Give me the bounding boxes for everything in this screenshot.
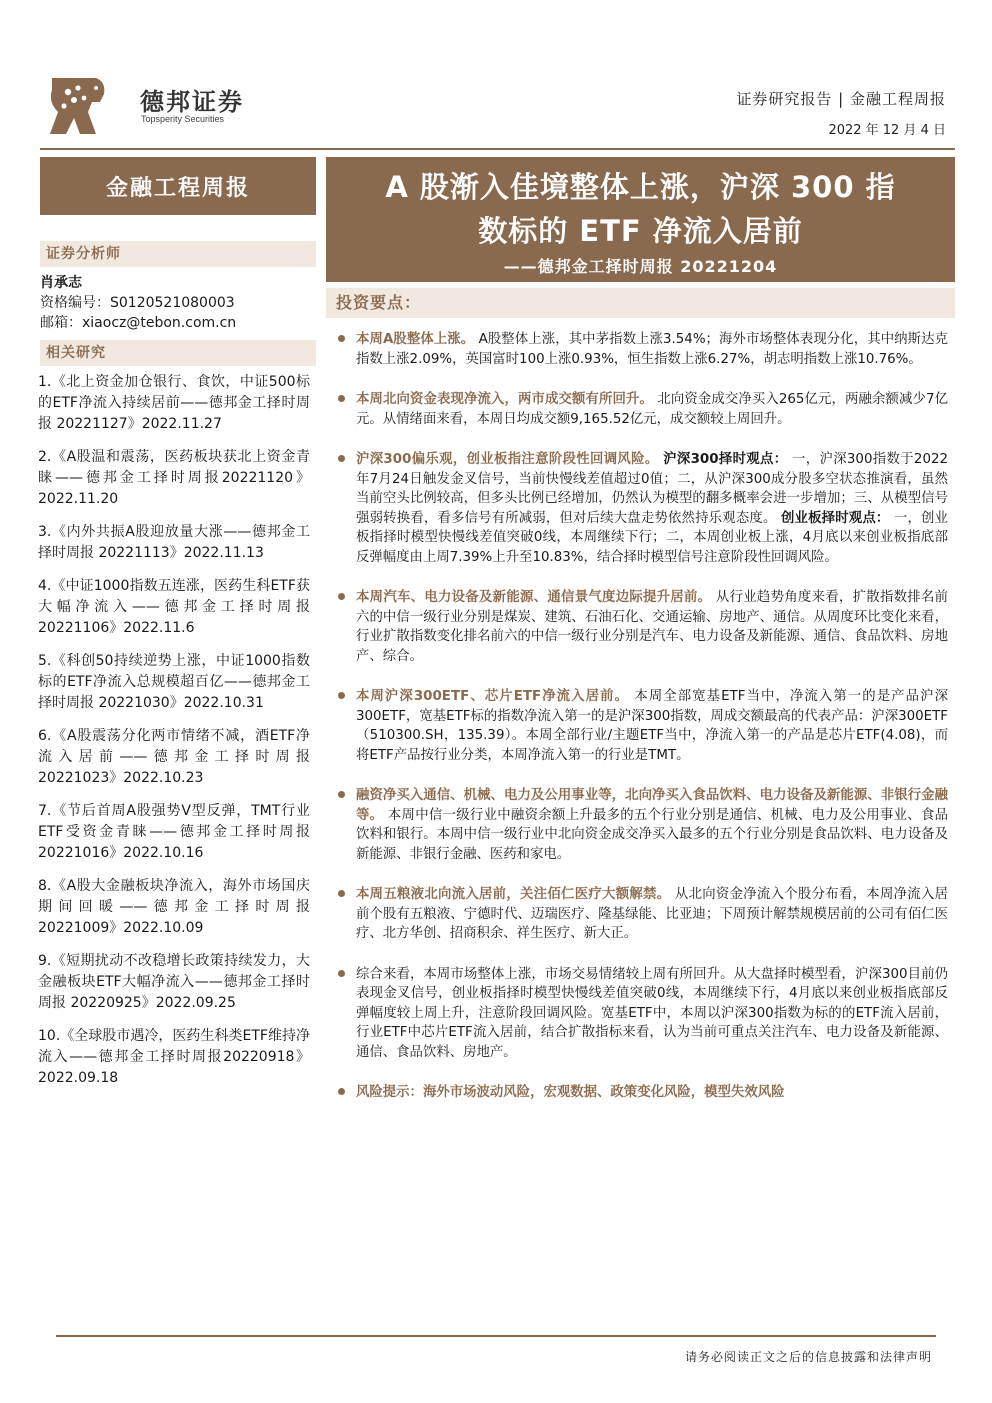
related-item[interactable]: 10.《全球股市遇冷，医药生科类ETF维持净流入——德邦金工择时周报20220918》2022.09.18 xyxy=(38,1028,310,1086)
key-point-body: 北向资金成交净买入265亿元，两融余额减少7亿元。从情绪面来看，本周日均成交额9,165.52亿元，成交额较上周回升。 xyxy=(356,392,949,427)
key-point-head: 本周北向资金表现净流入，两市成交额有所回升。 xyxy=(356,392,653,407)
key-point-body: 一，沪深300指数于2022年7月24日触发金叉信号，当前快慢线差值超过0值；二，从沪深300成分股多空状态推演看，虽然当前空头比例较高，但多头比例已经增加，仍然认为模型的翻多概率会进一步增加；三、从模型信号强弱转换看，看多信号有所减弱，但对后续大盘走势依然持乐观态度。 xyxy=(356,452,949,526)
footer-divider xyxy=(56,1335,936,1337)
related-item[interactable]: 3.《内外共振A股迎放量大涨——德邦金工择时周报 20221113》2022.11.13 xyxy=(38,524,310,561)
analyst-section-label: 证券分析师 xyxy=(40,241,316,267)
analyst-email: 邮箱：xiaocz@tebon.com.cn xyxy=(40,315,237,331)
disclaimer-notice[interactable]: 请务必阅读正文之后的信息披露和法律声明 xyxy=(684,1350,932,1364)
key-point-head: 融资净买入通信、机械、电力及公用事业等，北向净买入食品饮料、电力设备及新能源、非银行金融等。 xyxy=(356,788,948,823)
related-item[interactable]: 7.《节后首周A股强势V型反弹，TMT行业ETF受资金青睐——德邦金工择时周报20221016》2022.10.16 xyxy=(38,803,310,861)
related-item[interactable]: 1.《北上资金加仓银行、食饮，中证500标的ETF净流入持续居前——德邦金工择时周报 20221127》2022.11.27 xyxy=(38,374,310,432)
related-item[interactable]: 4.《中证1000指数五连涨，医药生科ETF获大幅净流入——德邦金工择时周报20221106》2022.11.6 xyxy=(38,578,310,636)
related-item[interactable]: 2.《A股温和震荡，医药板块获北上资金青睐——德邦金工择时周报20221120》2022.11.20 xyxy=(38,449,310,507)
bullet-icon xyxy=(338,890,345,897)
bullet-icon xyxy=(338,395,345,402)
bullet-icon xyxy=(338,692,345,699)
key-point-body: 一，创业板指择时模型快慢线差值突破0线，本周继续下行；二，本周创业板上涨，4月底以来创业板指底部反弹幅度由上周7.39%上升至10.83%，结合择时模型信号注意阶段性回调风险。 xyxy=(356,510,949,565)
leopard-logo-icon xyxy=(44,72,110,138)
related-section-label: 相关研究 xyxy=(40,340,316,366)
key-point-body: 综合来看，本周市场整体上涨，市场交易情绪较上周有所回升。从大盘择时模型看，沪深300目前仍表现金叉信号，创业板指择时模型快慢线差值突破0线，本周继续下行，4月底以来创业板指底部反弹幅度较上周上升，注意阶段回调风险。宽基ETF中，本周以沪深300指数为标的的ETF流入居前，行业ETF中芯片ETF流入居前，结合扩散指标来看，认为当前可重点关注汽车、电力设备及新能源、通信、食品饮料、房地产。 xyxy=(356,966,948,1060)
brand-name-en: Topsperity Securities xyxy=(141,114,225,124)
key-point xyxy=(336,786,948,864)
key-point xyxy=(336,330,948,369)
key-point-head: 沪深300偏乐观，创业板指注意阶段性回调风险。 xyxy=(356,452,659,467)
key-point-body: 从行业趋势角度来看，扩散指数排名前六的中信一级行业分别是煤炭、建筑、石油石化、交通运输、房地产、通信。从周度环比变化来看，行业扩散指数变化排名前六的中信一级行业分别是汽车、电力设备及新能源、通信、食品饮料、房地产、综合。 xyxy=(356,590,949,664)
key-point-head: 本周汽车、电力设备及新能源、通信景气度边际提升居前。 xyxy=(356,590,712,605)
key-points-list xyxy=(336,330,948,1124)
bullet-icon xyxy=(338,593,345,600)
bullet-icon xyxy=(338,455,345,462)
report-subtitle: ——德邦金工择时周报 20221204 xyxy=(503,257,778,276)
key-point xyxy=(336,588,948,666)
report-date: 2022 年 12 月 4 日 xyxy=(828,123,946,138)
analyst-name: 肖承志 xyxy=(40,275,82,291)
report-title-line2: 数标的 ETF 净流入居前 xyxy=(478,214,803,248)
related-research-list xyxy=(38,372,310,1101)
related-item[interactable]: 5.《科创50持续逆势上涨，中证1000指数标的ETF净流入总规模超百亿——德邦金工择时周报 20221030》2022.10.31 xyxy=(38,653,310,711)
bullet-icon xyxy=(338,1088,345,1095)
analyst-info xyxy=(40,273,316,333)
report-title-line1: A 股渐入佳境整体上涨，沪深 300 指 xyxy=(385,170,896,204)
key-point xyxy=(336,450,948,567)
key-point xyxy=(336,885,948,944)
column-title: 金融工程周报 xyxy=(40,157,316,215)
analyst-license: 资格编号：S0120521080003 xyxy=(40,295,235,311)
key-point-head: 本周五粮液北向流入居前，关注佰仁医疗大额解禁。 xyxy=(356,887,671,902)
key-point-head: 本周沪深300ETF、芯片ETF净流入居前。 xyxy=(356,689,630,704)
key-points-label: 投资要点： xyxy=(326,288,955,318)
bullet-icon xyxy=(338,791,345,798)
related-item[interactable]: 9.《短期扰动不改稳增长政策持续发力，大金融板块ETF大幅净流入——德邦金工择时周报 20220925》2022.09.25 xyxy=(38,953,310,1011)
risk-warning: 风险提示：海外市场波动风险，宏观数据、政策变化风险，模型失效风险 xyxy=(356,1085,785,1100)
key-point-subhead: 沪深300择时观点： xyxy=(663,452,788,467)
related-item[interactable]: 6.《A股震荡分化两市情绪不减，酒ETF净流入居前——德邦金工择时周报20221023》2022.10.23 xyxy=(38,728,310,786)
key-point-body: 本周全部宽基ETF当中，净流入第一的是产品沪深300ETF，宽基ETF标的指数净流入第一的是沪深300指数，周成交额最高的代表产品：沪深300ETF（510300.SH，135.39）。本周全部行业/主题ETF当中，净流入第一的产品是芯片ETF(4.08)，而将ETF产品按行业分类，本周净流入第一的行业是TMT。 xyxy=(356,689,949,763)
key-point-risk xyxy=(336,1083,948,1103)
report-type: 证券研究报告 | 金融工程周报 xyxy=(736,90,946,108)
key-point-body: 本周中信一级行业中融资余额上升最多的五个行业分别是通信、机械、电力及公用事业、食品饮料和银行。本周中信一级行业中北向资金成交净买入最多的五个行业分别是食品饮料、电力设备及新能源、非银行金融、医药和家电。 xyxy=(356,807,949,862)
key-point-head: 本周A股整体上涨。 xyxy=(356,332,475,347)
key-point xyxy=(336,965,948,1063)
report-title-box xyxy=(326,157,955,282)
key-point xyxy=(336,687,948,765)
company-logo xyxy=(44,72,254,140)
bullet-icon xyxy=(338,335,345,342)
key-point-body: 从北向资金净流入个股分布看，本周净流入居前个股有五粮液、宁德时代、迈瑞医疗、隆基绿能、比亚迪；下周预计解禁规模居前的公司有佰仁医疗、北方华创、招商积余、祥生医疗、新大正。 xyxy=(356,887,949,941)
header-divider xyxy=(40,148,955,150)
key-point xyxy=(336,390,948,429)
brand-name-cn: 德邦证券 xyxy=(140,88,244,116)
key-point-subhead: 创业板择时观点： xyxy=(780,510,890,526)
bullet-icon xyxy=(338,970,345,977)
key-point-body: A股整体上涨，其中茅指数上涨3.54%；海外市场整体表现分化，其中纳斯达克指数上涨2.09%，英国富时100上涨0.93%，恒生指数上涨6.27%，胡志明指数上涨10.76%。 xyxy=(356,332,948,367)
related-item[interactable]: 8.《A股大金融板块净流入，海外市场国庆期间回暖——德邦金工择时周报20221009》2022.10.09 xyxy=(38,878,310,936)
